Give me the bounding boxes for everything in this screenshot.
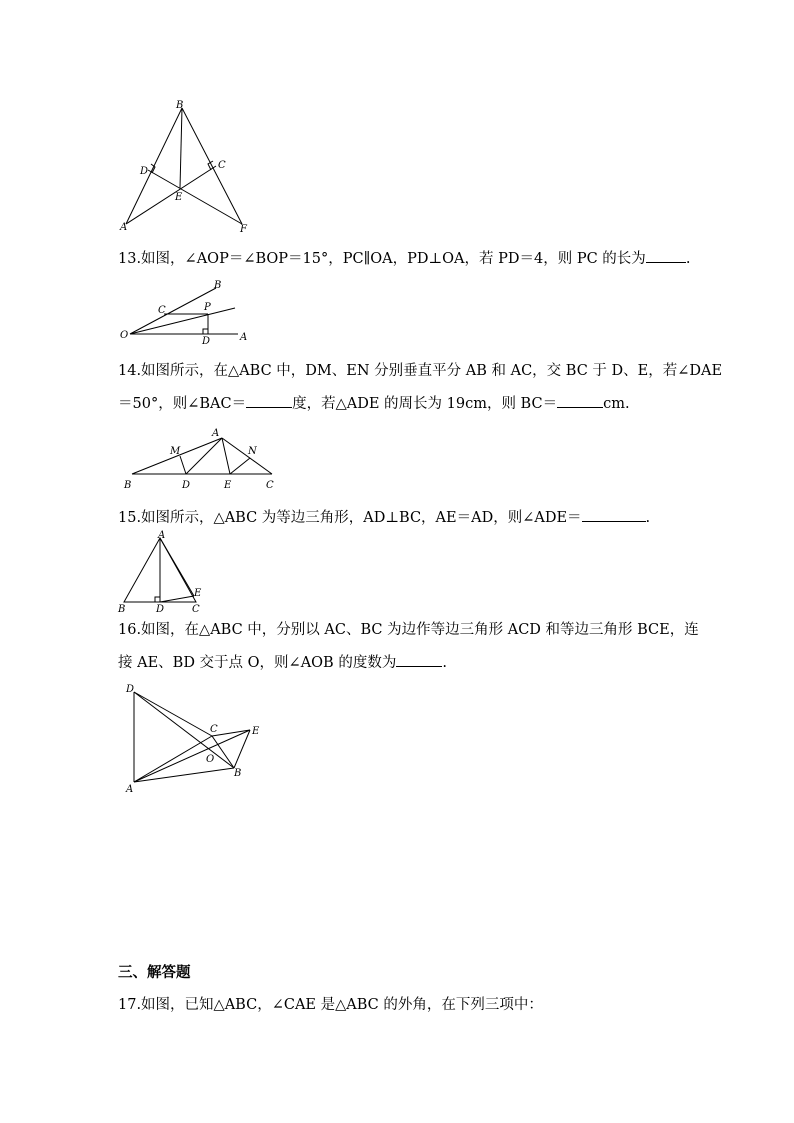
answer-blank-15[interactable] [582,507,646,522]
label-a: A [126,784,134,795]
label-a: A [158,530,166,541]
answer-blank-13[interactable] [646,248,686,263]
label-a: A [212,428,220,439]
label-o: O [120,330,129,341]
label-n: N [248,446,257,457]
section-title: 三、解答题 [118,964,191,981]
label-e: E [252,726,260,737]
label-d: D [182,480,191,491]
figure-q16 [118,680,278,800]
label-a: A [120,222,128,233]
label-c: C [210,724,218,735]
segment-ad [186,438,222,474]
label-c: C [218,160,226,171]
question-16-line-1: 16.如图，在△ABC 中，分别以 AC、BC 为边作等边三角形 ACD 和等边三角形 BCE，连 [118,622,699,638]
figure-q13 [118,278,258,348]
label-d: D [156,604,165,615]
label-a: A [240,332,248,343]
figure-q15 [114,530,214,616]
segment-ae [160,538,194,596]
label-d: D [140,166,149,177]
label-e: E [175,192,183,203]
label-b: B [124,480,132,491]
answer-blank-14-length[interactable] [557,393,603,408]
label-b: B [234,768,242,779]
label-d: D [202,336,211,347]
ray-op [130,308,235,334]
label-b: B [214,280,222,291]
label-m: M [170,446,181,457]
label-p: P [204,302,211,313]
question-17: 17.如图，已知△ABC，∠CAE 是△ABC 的外角，在下列三项中： [118,997,543,1013]
right-angle-d [155,597,160,602]
segment-db [134,692,234,768]
segment-de [160,596,194,602]
question-14-line-2: ＝50°，则∠BAC＝ 度，若△ADE 的周长为 19cm，则 BC＝ cm. [118,393,630,414]
label-c: C [266,480,274,491]
segment-ne [230,458,250,474]
answer-blank-16[interactable] [396,652,442,667]
segment-md [180,456,186,474]
figure-q12 [112,96,262,236]
right-angle-d [203,329,208,334]
segment-ac [134,736,215,782]
segment-cb [212,736,234,768]
label-c: C [192,604,200,615]
label-o: O [206,754,215,765]
segment-be [180,108,182,188]
label-f: F [240,224,247,235]
label-e: E [224,480,232,491]
question-13: 13.如图，∠AOP＝∠BOP＝15°，PC∥OA，PD⊥OA，若 PD＝4，则 PC 的长为 . [118,248,690,269]
question-15: 15.如图所示，△ABC 为等边三角形，AD⊥BC，AE＝AD，则∠ADE＝ . [118,507,650,528]
question-16-line-2: 接 AE、BD 交于点 O，则∠AOB 的度数为 . [118,652,447,673]
label-c: C [158,305,166,316]
answer-blank-14-angle[interactable] [246,393,292,408]
question-13-text: 13.如图，∠AOP＝∠BOP＝15°，PC∥OA，PD⊥OA，若 PD＝4，则 PC 的长为 [118,251,646,267]
label-b: B [176,100,184,111]
figure-q14 [118,424,278,490]
label-e: E [194,588,202,599]
label-d: D [126,684,135,695]
segment-dc [134,692,212,736]
label-b: B [118,604,126,615]
question-14-line-1: 14.如图所示，在△ABC 中，DM、EN 分别垂直平分 AB 和 AC，交 BC 于 D、E，若∠DAE [118,363,723,379]
segment-ac [222,438,272,474]
